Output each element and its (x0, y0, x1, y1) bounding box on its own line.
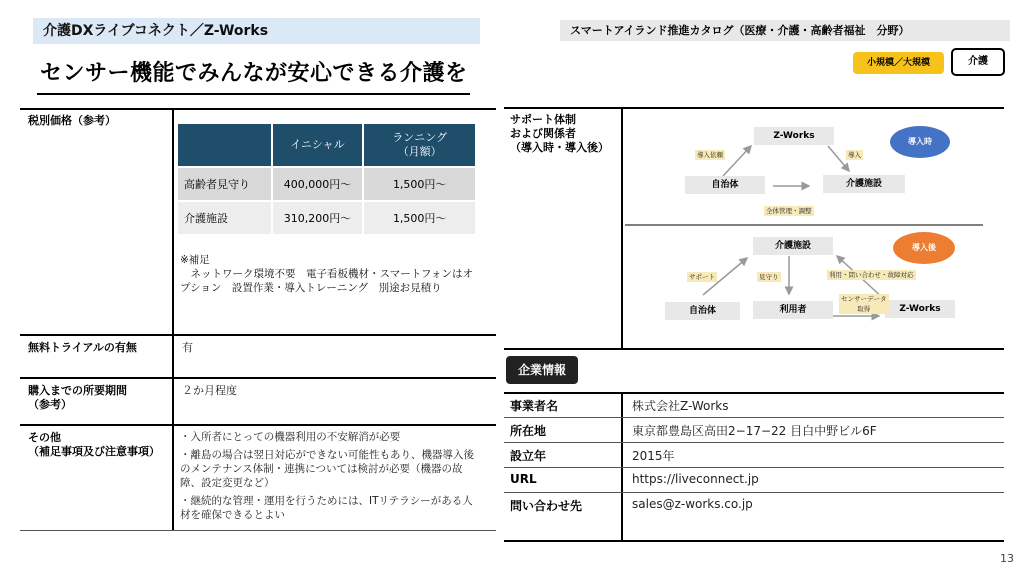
phase-intro-ellipse: 導入時 (890, 126, 950, 158)
support-label: サポート体制 および関係者 （導入時・導入後） (510, 113, 609, 154)
price-note-title: ※補足 (180, 254, 210, 266)
company-value: 株式会社Z-Works (632, 399, 729, 413)
node-care-facility: 介護施設 (753, 237, 833, 255)
price-cell: 400,000円～ (272, 167, 364, 201)
node-care-facility: 介護施設 (823, 175, 905, 193)
page-number: 13 (1000, 552, 1014, 565)
tag-sensor-data: センサーデータ 取得 (841, 295, 887, 313)
phase-after-ellipse: 導入後 (893, 232, 955, 264)
company-value: 2015年 (632, 449, 675, 463)
company-key: 問い合わせ先 (510, 499, 583, 513)
tag-management: 全体管理・調整 (766, 207, 812, 215)
tag-introduction: 導入 (848, 151, 861, 159)
price-table (178, 124, 477, 236)
other-bullets (180, 430, 475, 522)
list-item: ・継続的な管理・運用を行うためには、ITリテラシーがある人材を確保できるとよい (180, 495, 473, 521)
list-item: ・離島の場合は翌日対応ができない可能性もあり、機器導入後のメンテナンス体制・連携については検討が必要（機器の故障、設定変更など） (180, 449, 474, 489)
price-cell: 310,200円～ (272, 201, 364, 235)
company-info-badge: 企業情報 (506, 356, 578, 384)
page-title: センサー機能でみんなが安心できる介護を (40, 61, 468, 86)
price-row-label: 介護施設 (178, 201, 272, 235)
left-table-top-border (20, 108, 496, 110)
price-cell: 1,500円～ (363, 201, 476, 235)
node-municipality: 自治体 (665, 302, 740, 320)
company-row (504, 467, 1004, 492)
node-municipality: 自治体 (685, 176, 765, 194)
price-header-running: ランニング （月額） (363, 124, 476, 167)
left-table-bottom-border (20, 530, 496, 531)
price-cell: 1,500円～ (363, 167, 476, 201)
company-key: 事業者名 (510, 399, 559, 413)
company-email-link[interactable]: sales@z-works.co.jp (632, 497, 753, 511)
support-bottom-border (504, 348, 1004, 350)
company-key: URL (510, 472, 537, 486)
left-table-divider (172, 108, 174, 530)
list-item: ・入所者にとっての機器利用の不安解消が必要 (180, 431, 401, 443)
company-key: 設立年 (510, 449, 547, 463)
company-table-bottom-border (504, 540, 1004, 542)
node-zworks: Z-Works (885, 300, 955, 318)
price-note (180, 253, 475, 295)
company-url-link[interactable]: https://liveconnect.jp (632, 472, 759, 486)
tag-support: サポート (689, 273, 715, 281)
row-divider (20, 334, 496, 336)
price-header-initial: イニシャル (272, 124, 364, 167)
price-label: 税別価格（参考） (28, 114, 116, 127)
product-label: 介護DXライブコネクト／Z-Works (33, 18, 480, 44)
company-row (504, 492, 1004, 517)
row-divider (20, 377, 496, 379)
price-row-label: 高齢者見守り (178, 167, 272, 201)
title-underline (37, 93, 470, 95)
trial-label: 無料トライアルの有無 (28, 341, 137, 354)
row-divider (20, 424, 496, 426)
price-note-body: ネットワーク環境不要 電子看板機材・スマートフォンはオプション 設置作業・導入トレーニング 別途お見積り (180, 268, 473, 294)
company-key: 所在地 (510, 424, 547, 438)
period-label: 購入までの所要期間 （参考） (28, 384, 127, 411)
tag-inquiry: 利用・問い合わせ・故障対応 (829, 271, 914, 279)
other-label: その他 （補足事項及び注意事項） (28, 431, 160, 458)
company-row (504, 442, 1004, 467)
price-table-corner (178, 124, 272, 167)
tag-request: 導入依頼 (697, 151, 723, 159)
node-user: 利用者 (753, 301, 833, 319)
tag-watch: 見守り (759, 273, 779, 281)
category-badge: 介護 (951, 48, 1005, 76)
node-zworks: Z-Works (754, 127, 834, 145)
company-row (504, 392, 1004, 417)
company-value: 東京都豊島区高田2−17−22 目白中野ビル6F (632, 424, 877, 438)
company-row (504, 417, 1004, 442)
trial-value: 有 (182, 341, 193, 354)
support-diagram (623, 110, 1003, 348)
period-value: ２か月程度 (182, 384, 237, 397)
catalog-label: スマートアイランド推進カタログ（医療・介護・高齢者福祉 分野） (560, 20, 1010, 41)
support-top-border (504, 107, 1004, 109)
scale-badge: 小規模／大規模 (853, 52, 944, 74)
